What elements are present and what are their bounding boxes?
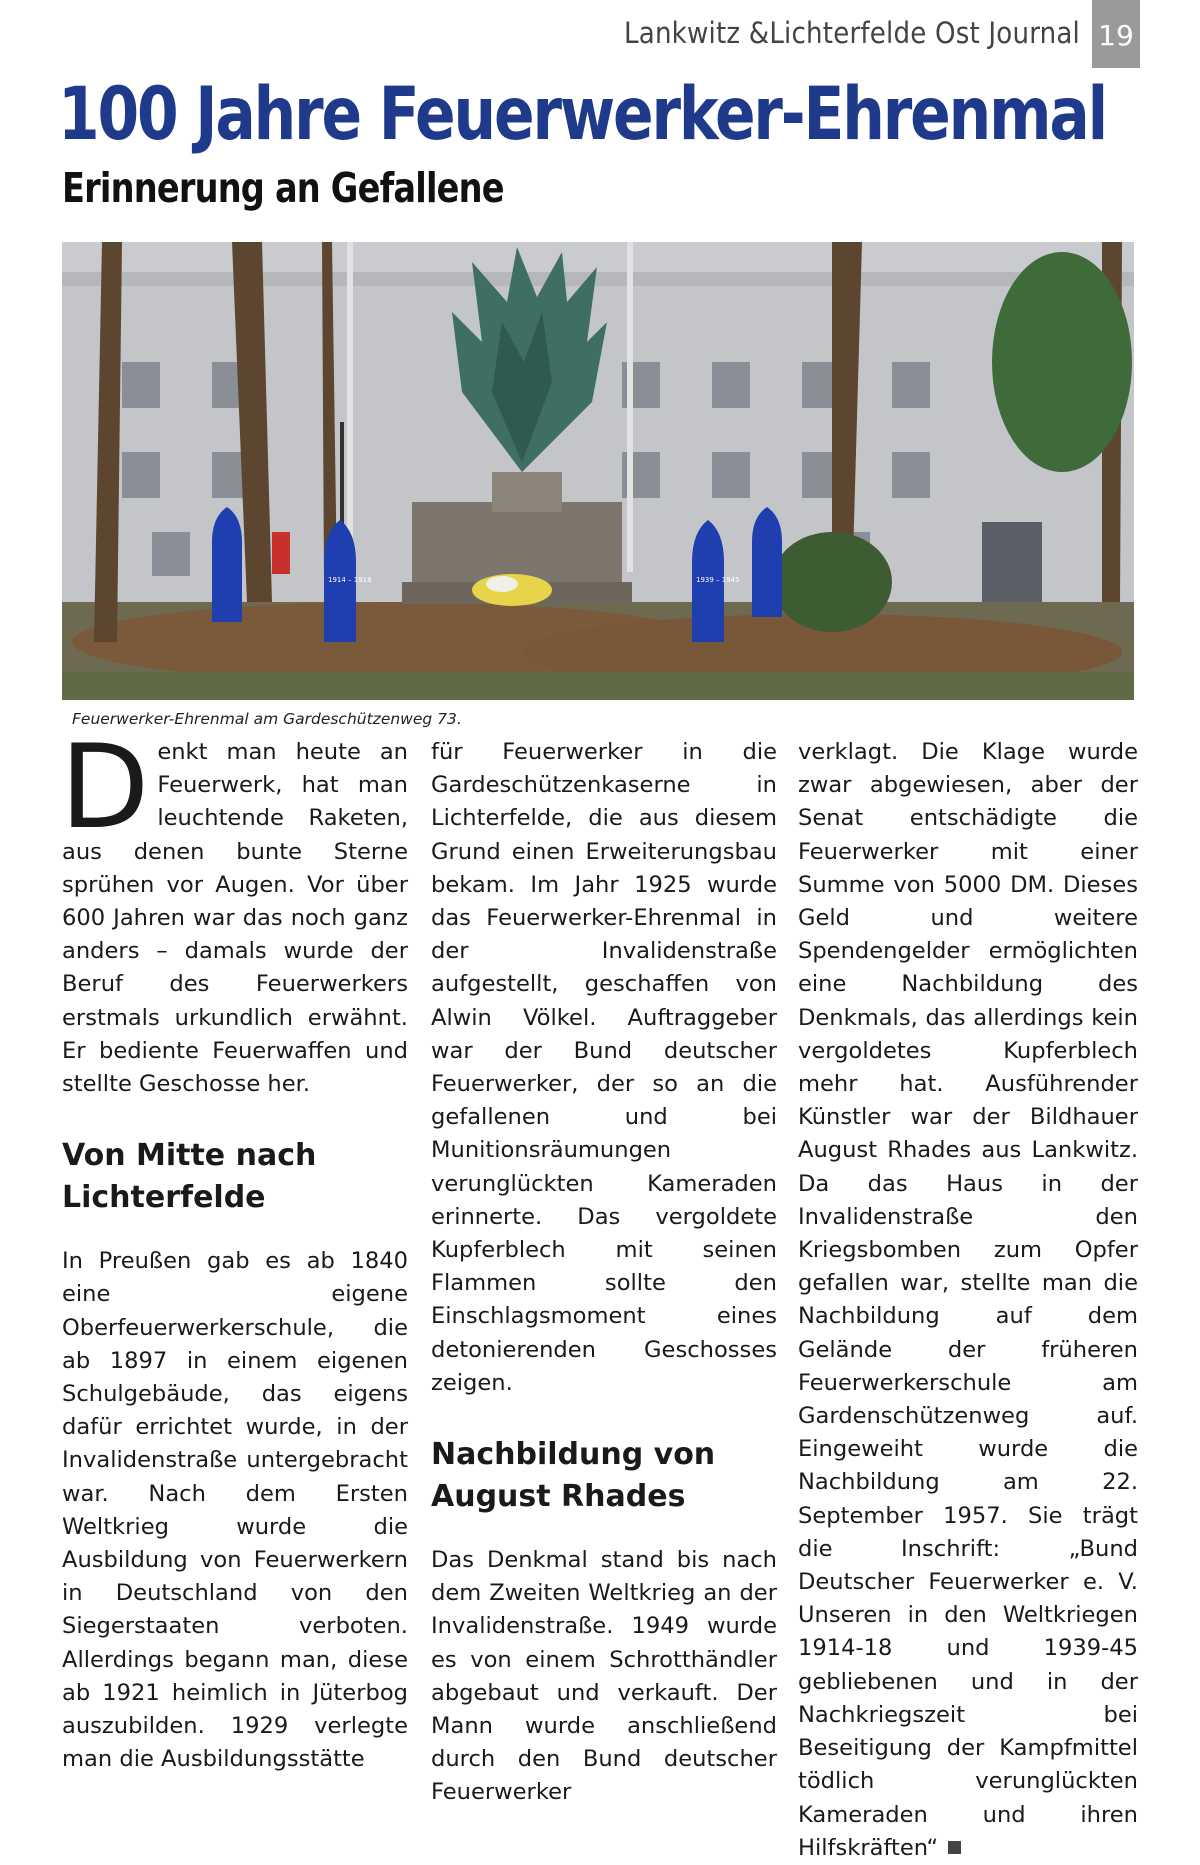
shell-inscription: 1939 – 1945 (696, 576, 740, 584)
page-number: 19 (1092, 0, 1140, 68)
end-of-article-mark (948, 1841, 961, 1854)
section2-paragraph-a: Das Denkmal stand bis nach dem Zweiten Weltkrieg an der Invalidenstraße. 1949 wurde es von einem Schrotthändler abgebaut und verkauft. Der Mann wurde anschließend durch den Bund deutscher Feuerwerker (431, 1547, 777, 1806)
photo-caption: Feuerwerker-Ehrenmal am Gardeschützenweg 73. (72, 710, 462, 728)
dropcap-letter: D (60, 720, 150, 855)
section1-paragraph-b: für Feuerwerker in die Gardeschützenkaserne in Lichterfelde, die aus diesem Grund einen Erweiterungsbau bekam. Im Jahr 1925 wurde das Feuerwerker-Ehrenmal in der Invalidenstraße aufgestellt, geschaffen von Alwin Völkel. Auftraggeber war der Bund deutscher Feuerwerker, der so an die gefallenen und bei Munitionsräumungen verunglückten Kameraden erinnerte. Das vergoldete Kupferblech mit seinen Flammen sollte den Einschlagsmoment eines detonierenden Geschosses zeigen. (431, 739, 777, 1396)
article-headline: 100 Jahre Feuerwerker-Ehrenmal (58, 72, 1106, 157)
intro-text: enkt man heute an Feuerwerk, hat man leuchtende Raketen, aus denen bunte Sterne sprühen vor Augen. Vor über 600 Jahren war das noch ganz anders – damals wurde der Beruf des Feuerwerkers erstmals urkundlich erwähnt. Er bediente Feuerwaffen und stellte Geschosse her. (62, 739, 408, 1098)
text-column-2 (431, 736, 777, 1810)
section2-paragraph-b: verklagt. Die Klage wurde zwar abgewiesen, aber der Senat entschädigte die Feuerwerker mit einer Summe von 5000 DM. Dieses Geld und weitere Spendengelder ermöglichten eine Nachbildung des Denkmals, das allerdings kein vergoldetes Kupferblech mehr hat. Ausführender Künstler war der Bildhauer August Rhades aus Lankwitz. Da das Haus in der Invalidenstraße den Kriegsbomben zum Opfer gefallen war, stellte man die Nachbildung auf dem Gelände der früheren Feuerwerkerschule am Gardenschützenweg auf. Eingeweiht wurde die Nachbildung am 22. September 1957. Sie trägt die Inschrift: „Bund Deutscher Feuerwerker e. V. Unseren in den Weltkriegen 1914-18 und 1939-45 gebliebenen und in der Nachkriegszeit bei Beseitigung der Kampfmittel tödlich verunglückten Kameraden und ihren Hilfskräften“ (798, 739, 1138, 1861)
text-column-1 (60, 720, 408, 1776)
memorial-photo (62, 242, 1134, 700)
page-header (0, 0, 1200, 72)
section1-paragraph-a: In Preußen gab es ab 1840 eine eigene Oberfeuerwerkerschule, die ab 1897 in einem eigenen Schulgebäude, das eigens dafür errichtet wurde, in der Invalidenstraße untergebracht war. Nach dem Ersten Weltkrieg wurde die Ausbildung von Feuerwerkern in Deutschland von den Siegerstaaten verboten. Allerdings begann man, diese ab 1921 heimlich in Jüterbog auszubilden. 1929 verlegte man die Ausbildungsstätte (62, 1248, 408, 1773)
section-title-rhades: Nachbildung von August Rhades (431, 1437, 716, 1515)
article-subheadline: Erinnerung an Gefallene (62, 164, 504, 212)
text-column-3 (798, 736, 1138, 1865)
journal-title: Lankwitz &Lichterfelde Ost Journal (624, 16, 1080, 50)
shell-inscription: 1914 – 1918 (328, 576, 372, 584)
section-title-mitte: Von Mitte nach Lichterfelde (62, 1138, 317, 1216)
intro-paragraph (60, 720, 408, 1101)
